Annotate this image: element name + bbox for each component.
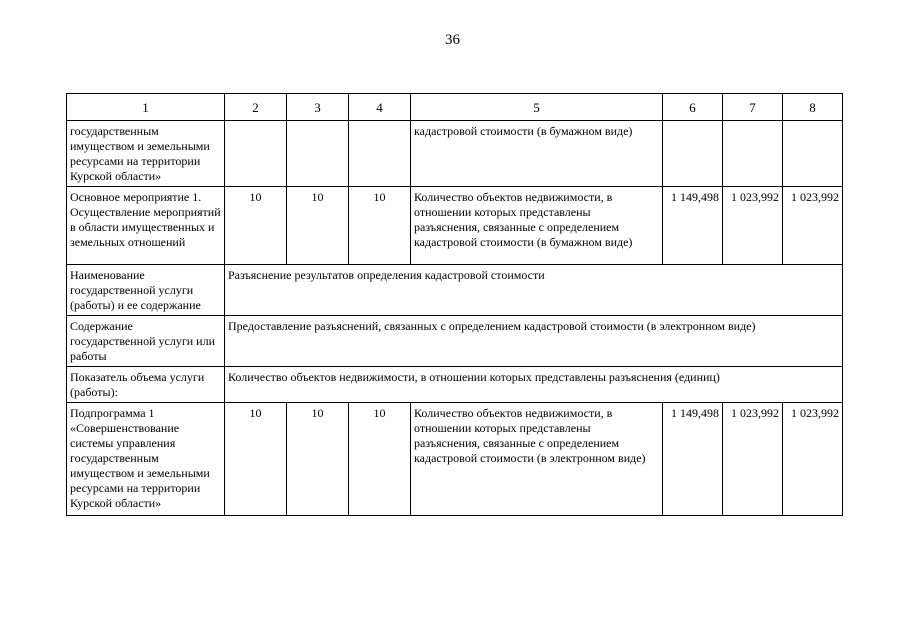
table-row [67, 121, 843, 187]
table-cell: 1 023,992 [783, 187, 843, 265]
table-cell: 10 [225, 187, 287, 265]
table-cell [663, 121, 723, 187]
service-content-label: Содержание государственной услуги или работы [67, 316, 225, 367]
table-cell: 10 [349, 187, 411, 265]
indicator-cell: Количество объектов недвижимости, в отношении которых представлены разъяснения, связанные с определением кадастровой стоимости (в бумажном виде) [411, 187, 663, 265]
page-number: 36 [445, 32, 460, 48]
service-name-value: Разъяснение результатов определения кадастровой стоимости [225, 265, 843, 316]
volume-indicator-value: Количество объектов недвижимости, в отношении которых представлены разъяснения (единиц) [225, 367, 843, 403]
row-title-cell: Подпрограмма 1 «Совершенствование системы управления государственным имуществом и земельными ресурсами на территории Курской области» [67, 403, 225, 516]
service-name-row [67, 265, 843, 316]
table-cell: 1 023,992 [783, 403, 843, 516]
header-cell: 4 [349, 94, 411, 121]
table-cell [349, 121, 411, 187]
service-name-label: Наименование государственной услуги (работы) и ее содержание [67, 265, 225, 316]
header-cell: 8 [783, 94, 843, 121]
table-cell [783, 121, 843, 187]
table-cell: 10 [225, 403, 287, 516]
table-cell [225, 121, 287, 187]
row-title-cell: Основное мероприятие 1. Осуществление мероприятий в области имущественных и земельных отношений [67, 187, 225, 265]
header-cell: 1 [67, 94, 225, 121]
table-cell: 1 149,498 [663, 187, 723, 265]
service-content-row [67, 316, 843, 367]
data-table [66, 93, 843, 516]
table-cell: 10 [287, 187, 349, 265]
table-cell: 10 [287, 403, 349, 516]
indicator-cell: кадастровой стоимости (в бумажном виде) [411, 121, 663, 187]
subprogram-row [67, 403, 843, 516]
table-cell: 1 023,992 [723, 403, 783, 516]
table-cell: 1 149,498 [663, 403, 723, 516]
header-cell: 7 [723, 94, 783, 121]
header-cell: 5 [411, 94, 663, 121]
table-cell [287, 121, 349, 187]
table-cell: 1 023,992 [723, 187, 783, 265]
header-cell: 6 [663, 94, 723, 121]
header-cell: 3 [287, 94, 349, 121]
indicator-cell: Количество объектов недвижимости, в отношении которых представлены разъяснения, связанные с определением кадастровой стоимости (в электронном виде) [411, 403, 663, 516]
table-cell [723, 121, 783, 187]
row-title-cell: государственным имуществом и земельными ресурсами на территории Курской области» [67, 121, 225, 187]
volume-indicator-label: Показатель объема услуги (работы): [67, 367, 225, 403]
table-row [67, 187, 843, 265]
table-cell: 10 [349, 403, 411, 516]
header-cell: 2 [225, 94, 287, 121]
service-content-value: Предоставление разъяснений, связанных с определением кадастровой стоимости (в электронном виде) [225, 316, 843, 367]
volume-indicator-row [67, 367, 843, 403]
header-row [67, 94, 843, 121]
